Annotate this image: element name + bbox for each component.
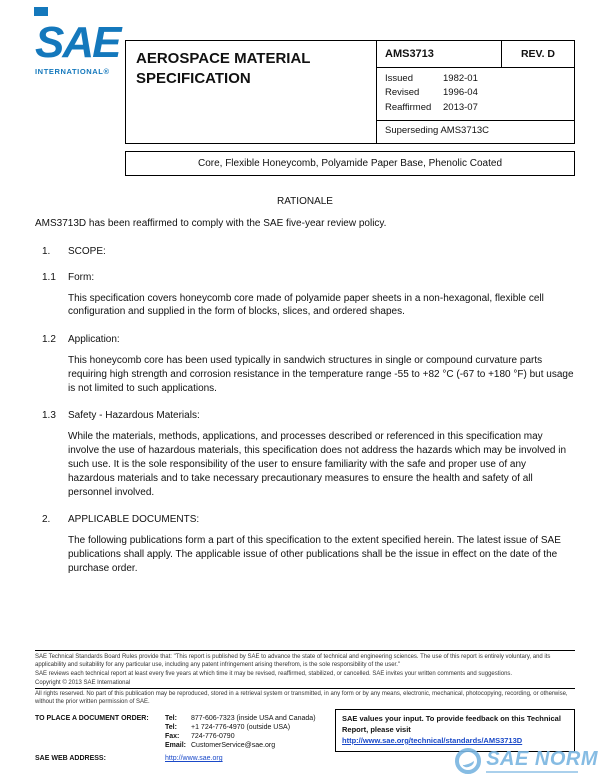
contact-label: Fax: <box>165 733 180 741</box>
feedback-text: SAE values your input. To provide feedback on this Technical Report, please visit <box>342 714 561 734</box>
review-notice: SAE reviews each technical report at least every five years at which time it may be revised, reaffirmed, stabilized, or cancelled. SAE invites your written comments and suggestions. <box>35 670 513 677</box>
section-body: The following publications form a part of this specification to the extent specified herein. The latest issue of SAE publications shall apply. The applicable issue of other publications shall be the issue in effect on the date of the purchase order. <box>68 535 561 575</box>
rationale-text: AMS3713D has been reaffirmed to comply with the SAE five-year review policy. <box>35 218 387 229</box>
reaffirmed-date: 2013-07 <box>443 101 478 113</box>
contact-label: Email: <box>165 742 187 750</box>
order-label: TO PLACE A DOCUMENT ORDER: <box>35 714 149 722</box>
section-form <box>35 272 575 320</box>
issued-date: 1982-01 <box>443 73 478 84</box>
section-heading <box>42 514 575 525</box>
revised-label: Revised <box>385 87 420 99</box>
document-header <box>35 12 575 176</box>
section-number: 1.3 <box>42 410 56 422</box>
header-info-table <box>125 40 575 144</box>
revised-date: 1996-04 <box>443 87 478 99</box>
sae-logo <box>35 12 125 176</box>
spacer <box>35 723 165 732</box>
section-heading <box>42 410 575 421</box>
section-safety <box>35 410 575 499</box>
contact-label: Tel: <box>165 714 177 722</box>
issued-label: Issued <box>385 73 413 84</box>
feedback-box <box>335 709 575 752</box>
feedback-link[interactable]: http://www.sae.org/technical/standards/AMS3713D <box>342 735 523 745</box>
section-number: 1.2 <box>42 334 56 346</box>
document-number: AMS3713 <box>377 41 502 68</box>
section-heading <box>42 246 575 257</box>
sae-logo-subtext: INTERNATIONAL® <box>35 66 110 76</box>
contact-value: 877-606-7323 (inside USA and Canada) <box>191 714 316 722</box>
section-heading <box>42 272 575 283</box>
reaffirmed-label: Reaffirmed <box>385 101 432 113</box>
standards-board-notice: SAE Technical Standards Board Rules provide that: "This report is published by SAE to advance the state of technical and engineering sciences. The use of this report is entirely voluntary, and its applicability and suitability for any particular use, including any patent infringement arising therefrom, is the sole responsibility of the user." <box>35 654 551 668</box>
section-application <box>35 334 575 395</box>
sae-website-link[interactable]: http://www.sae.org <box>165 755 223 763</box>
section-number: 1. <box>42 245 51 257</box>
section-title: Safety - Hazardous Materials: <box>68 410 200 422</box>
contact-value: 724-776-0790 <box>191 733 235 741</box>
document-subject: Core, Flexible Honeycomb, Polyamide Paper Base, Phenolic Coated <box>125 151 575 176</box>
watermark-logo <box>455 748 598 774</box>
copyright-notice: Copyright © 2013 SAE International <box>35 680 131 687</box>
watermark-text: SAE NORM <box>486 747 598 770</box>
section-title: Application: <box>68 334 120 346</box>
document-type-line1: AEROSPACE MATERIAL <box>136 50 311 67</box>
section-heading <box>42 334 575 345</box>
issued-row <box>385 72 566 86</box>
section-title: Form: <box>68 271 95 283</box>
spacer <box>35 741 165 750</box>
contact-label: Tel: <box>165 724 177 732</box>
section-body: This honeycomb core has been used typically in sandwich structures in single or compound curvature parts requiring high strength and corrosion resistance in the temperature range -55 to +82 °C (-67 to +180 °F) but usage is not limited to such applications. <box>68 355 574 394</box>
reaffirmed-row <box>385 101 566 115</box>
section-title: SCOPE: <box>68 245 106 257</box>
document-type-title <box>126 41 377 143</box>
rights-notice: All rights reserved. No part of this publication may be reproduced, stored in a retrieval system or transmitted, in any form or by any means, electronic, mechanical, photocopying, recording, or otherwise, without the prior written permission of SAE. <box>35 688 575 707</box>
section-body: While the materials, methods, applications, and processes described or referenced in this specification may involve the use of hazardous materials, this specification does not address the hazards which may be involved in such use. It is the sole responsibility of the user to ensure familiarity with the safe and proper use of any hazardous materials and to take necessary precautionary measures to ensure the health and safety of all personnel involved. <box>68 431 567 498</box>
revision-label: REV. D <box>502 41 574 68</box>
section-number: 1.1 <box>42 271 56 283</box>
watermark-emblem-icon <box>455 748 481 774</box>
superseding-note: Superseding AMS3713C <box>385 125 490 136</box>
watermark-text-block <box>486 749 598 774</box>
section-applicable-documents <box>35 514 575 575</box>
revised-row <box>385 86 566 100</box>
spacer <box>35 732 165 741</box>
document-type-line2: SPECIFICATION <box>136 69 251 87</box>
web-address-label: SAE WEB ADDRESS: <box>35 755 106 763</box>
section-number: 2. <box>42 514 51 526</box>
sae-logo-text: SAE <box>35 18 120 67</box>
dates-block <box>377 68 574 121</box>
contact-value: CustomerService@sae.org <box>191 742 276 750</box>
section-scope <box>35 246 575 257</box>
document-footer <box>35 650 575 763</box>
watermark-underline <box>486 771 578 774</box>
rationale-heading: RATIONALE <box>277 196 333 207</box>
section-title: APPLICABLE DOCUMENTS: <box>68 514 200 526</box>
contact-value: +1 724-776-4970 (outside USA) <box>191 724 291 732</box>
section-body: This specification covers honeycomb core made of polyamide paper sheets in a non-hexagonal, flexible cell configuration and supplied in the form of blocks, slices, and ordered shapes. <box>68 292 544 318</box>
